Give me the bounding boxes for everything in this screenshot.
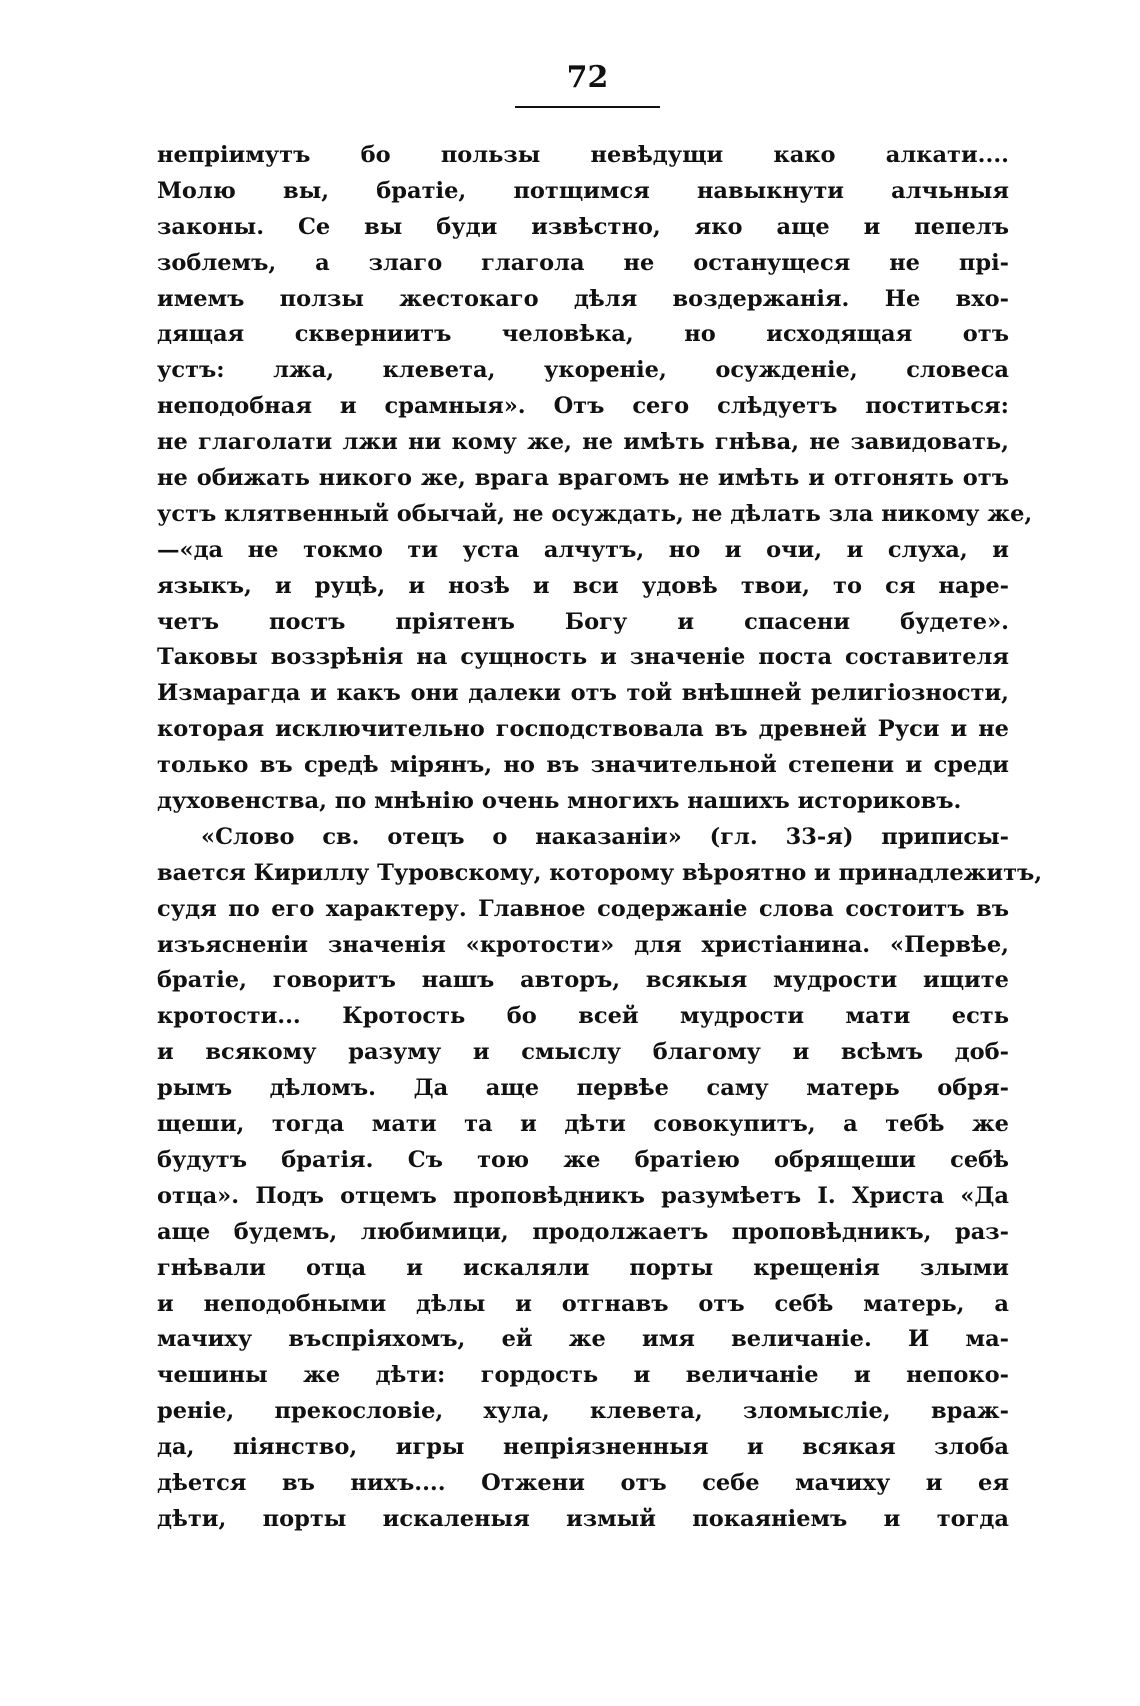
text-line: изъясненіи значенія «кротости» для христіанина. «Первѣе, bbox=[157, 931, 1009, 958]
text-line: Измарагда и какъ они далеки отъ той внѣшней религіозности, bbox=[157, 680, 1009, 707]
text-line: рымъ дѣломъ. Да аще первѣе саму матерь обря- bbox=[157, 1075, 1009, 1102]
text-line: вается Кириллу Туровскому, которому вѣроятно и принадлежитъ, bbox=[157, 859, 1043, 886]
text-line: гнѣвали отца и искаляли порты крещенія злыми bbox=[157, 1254, 1009, 1281]
text-line: судя по его характеру. Главное содержаніе слова состоитъ въ bbox=[157, 895, 1009, 922]
text-line: неподобная и срамныя». Отъ сего слѣдуетъ поститься: bbox=[157, 393, 1009, 420]
text-line: языкъ, и руцѣ, и нозѣ и вси удовѣ твои, то ся нарe- bbox=[157, 572, 1009, 599]
text-line: Таковы воззрѣнія на сущность и значеніе поста составителя bbox=[157, 644, 1009, 671]
text-line: реніе, прекословіе, хула, клевета, зломысліе, враж- bbox=[157, 1398, 1009, 1425]
text-line: зоблемъ, а злаго глагола не останущеся не прі- bbox=[157, 249, 1009, 276]
text-line: будутъ братія. Съ тою же братіею обрящеши себѣ bbox=[157, 1146, 1009, 1173]
text-line: да, піянство, игры непріязненныя и всякая злоба bbox=[157, 1434, 1009, 1461]
text-line: не обижать никого же, врага врагомъ не имѣть и отгонять отъ bbox=[157, 465, 1009, 492]
text-line: не глаголати лжи ни кому же, не имѣть гнѣва, не завидовать, bbox=[157, 429, 1009, 456]
paragraph-start-line: «Слово св. отецъ о наказаніи» (гл. 33-я) приписы- bbox=[201, 823, 1009, 850]
text-line: только въ средѣ мірянъ, но въ значительной степени и среди bbox=[157, 752, 1009, 779]
text-line: Молю вы, братіе, потщимся навыкнути алчьныя bbox=[157, 177, 1009, 204]
text-line: законы. Се вы буди извѣстно, яко аще и пепелъ bbox=[157, 213, 1009, 240]
text-line: щеши, тогда мати та и дѣти совокупитъ, а тебѣ же bbox=[157, 1111, 1009, 1138]
text-line: духовенства, по мнѣнію очень многихъ нашихъ историковъ. bbox=[157, 788, 962, 815]
text-line: имемъ ползы жестокаго дѣля воздержанія. Не вхо- bbox=[157, 285, 1009, 312]
text-line: братіе, говоритъ нашъ авторъ, всякыя мудрости ищите bbox=[157, 967, 1009, 994]
text-line: аще будемъ, любимици, продолжаетъ проповѣдникъ, раз- bbox=[157, 1218, 1009, 1245]
text-line: дящая скверниитъ человѣка, но исходящая отъ bbox=[157, 321, 1009, 348]
text-line: кротости... Кротость бо всей мудрости мати есть bbox=[157, 1003, 1009, 1030]
text-line: устъ клятвенный обычай, не осуждать, не дѣлать зла никому же, bbox=[157, 500, 1033, 527]
page-number: 72 bbox=[566, 60, 609, 95]
text-line: —«да не токмо ти уста алчутъ, но и очи, и слуха, и bbox=[157, 536, 1009, 563]
text-line: дѣется въ нихъ.... Отжени отъ себе мачиху и ея bbox=[157, 1469, 1009, 1496]
text-line: и всякому разуму и смыслу благому и всѣмъ доб- bbox=[157, 1039, 1009, 1066]
text-line: которая исключительно господствовала въ древней Руси и не bbox=[157, 716, 1009, 743]
text-line: отца». Подъ отцемъ проповѣдникъ разумѣетъ І. Христа «Да bbox=[157, 1182, 1009, 1209]
text-line: четъ постъ пріятенъ Богу и спасени будете». bbox=[157, 608, 1009, 635]
text-line: непріимутъ бо пользы невѣдущи како алкати.... bbox=[157, 142, 1009, 168]
text-line: мачиху въспріяхомъ, ей же имя величаніе. И ма- bbox=[157, 1326, 1009, 1353]
text-line: и неподобными дѣлы и отгнавъ отъ себѣ матерь, а bbox=[157, 1290, 1009, 1317]
text-line: чешины же дѣти: гордость и величаніе и непоко- bbox=[157, 1362, 1009, 1389]
text-line: дѣти, порты искаленыя измый покаяніемъ и тогда bbox=[157, 1505, 1009, 1532]
text-line: устъ: лжа, клевета, укореніе, осужденіе, словеса bbox=[157, 357, 1009, 384]
page-number-rule bbox=[515, 106, 660, 108]
body-text bbox=[157, 138, 1043, 1538]
